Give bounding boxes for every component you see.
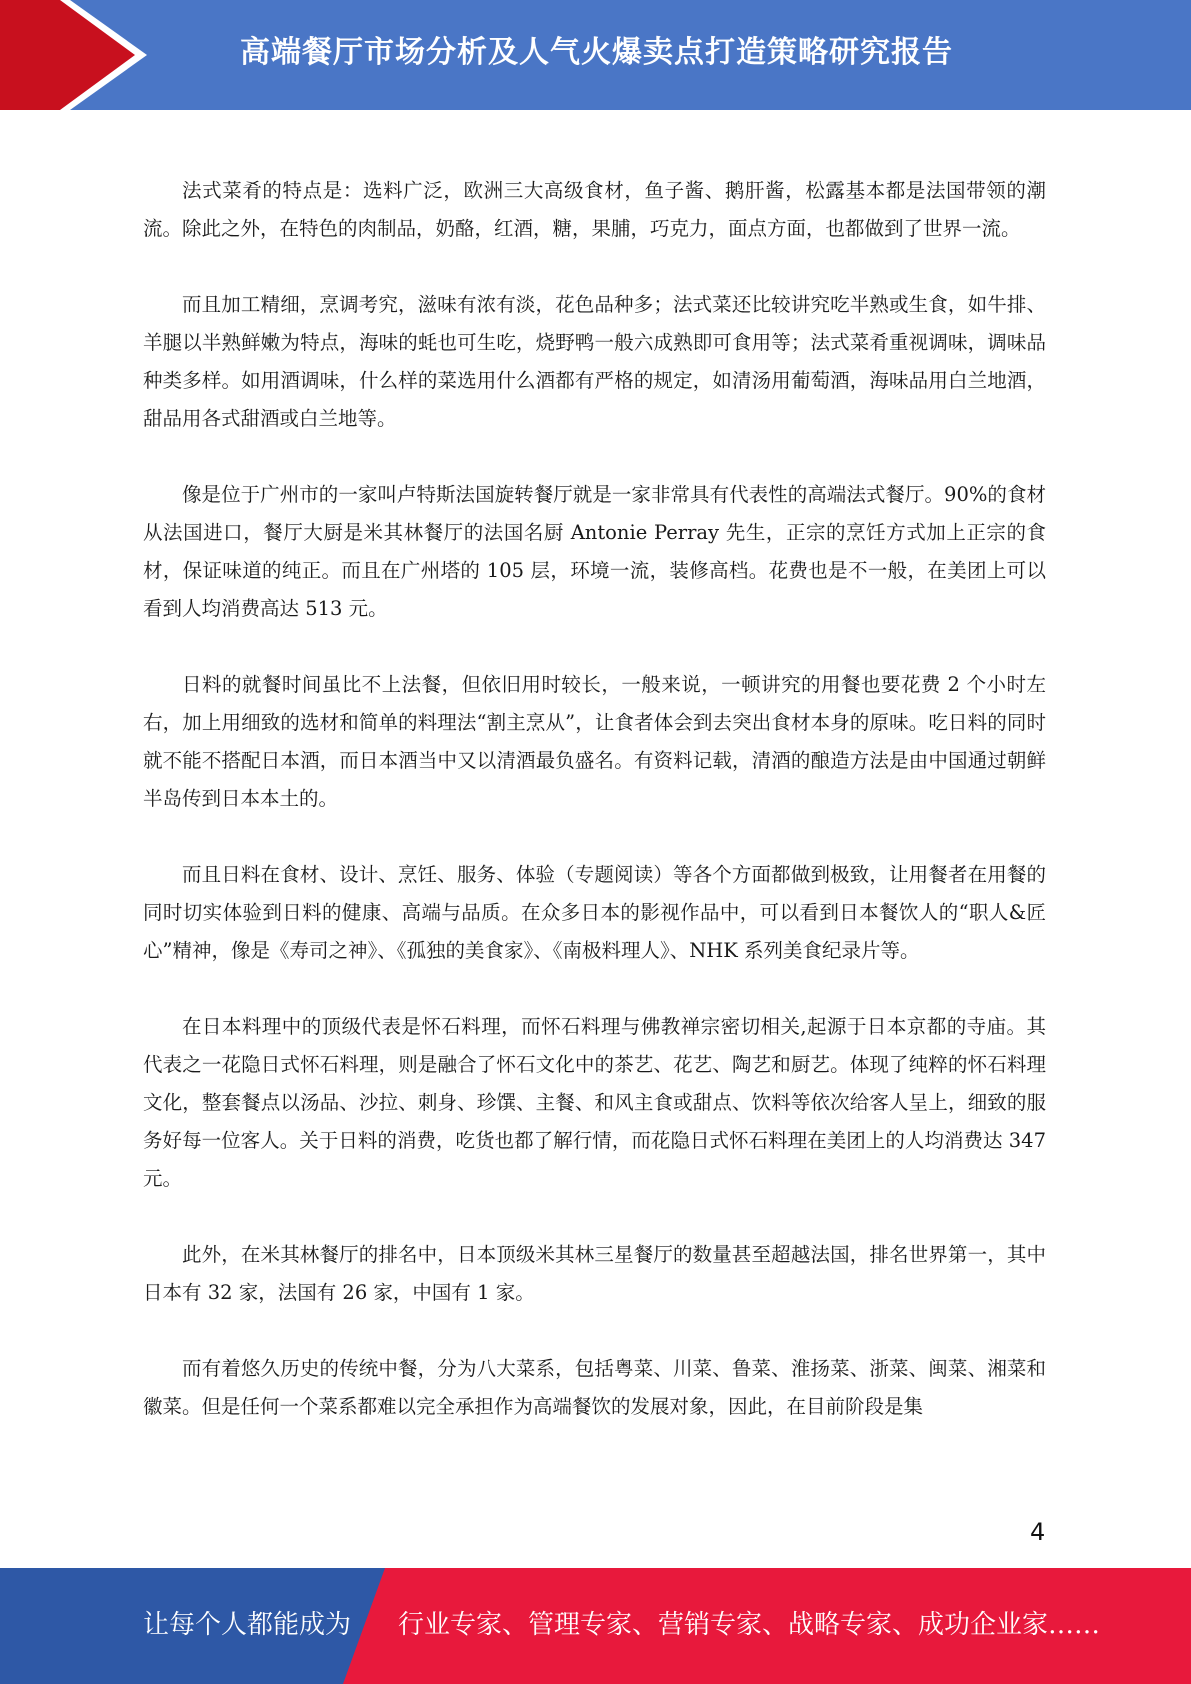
paragraph: 而且日料在食材、设计、烹饪、服务、体验（专题阅读）等各个方面都做到极致，让用餐者在用餐的同时切实体验到日料的健康、高端与品质。在众多日本的影视作品中，可以看到日本餐饮人的“职人&匠心”精神，像是《寿司之神》、《孤独的美食家》、《南极料理人》、NHK 系列美食纪录片等。 [143,863,1046,962]
paragraph: 法式菜肴的特点是：选料广泛，欧洲三大高级食材，鱼子酱、鹅肝酱，松露基本都是法国带领的潮流。除此之外，在特色的肉制品，奶酪，红酒，糖，果脯，巧克力，面点方面，也都做到了世界一流。 [143,179,1046,240]
header-arrow-icon [0,0,160,110]
paragraph: 像是位于广州市的一家叫卢特斯法国旋转餐厅就是一家非常具有代表性的高端法式餐厅。90%的食材从法国进口，餐厅大厨是米其林餐厅的法国名厨 Antonie Perray 先生，正宗的烹饪方式加上正宗的食材，保证味道的纯正。而且在广州塔的 105 层，环境一流，装修高档。花费也是不一般，在美团上可以看到人均消费高达 513 元。 [143,483,1046,620]
paragraph: 在日本料理中的顶级代表是怀石料理，而怀石料理与佛教禅宗密切相关,起源于日本京都的寺庙。其代表之一花隐日式怀石料理，则是融合了怀石文化中的茶艺、花艺、陶艺和厨艺。体现了纯粹的怀石料理文化，整套餐点以汤品、沙拉、刺身、珍馔、主餐、和风主食或甜点、饮料等依次给客人呈上，细致的服务好每一位客人。关于日料的消费，吃货也都了解行情，而花隐日式怀石料理在美团上的人均消费达 347 元。 [143,1015,1046,1190]
paragraph: 日料的就餐时间虽比不上法餐，但依旧用时较长，一般来说，一顿讲究的用餐也要花费 2 个小时左右，加上用细致的选材和简单的料理法“割主烹从”，让食者体会到去突出食材本身的原味。吃日料的同时就不能不搭配日本酒，而日本酒当中又以清酒最负盛名。有资料记载，清酒的酿造方法是由中国通过朝鲜半岛传到日本本土的。 [143,673,1046,810]
page-number: 4 [1030,1518,1046,1546]
document-body [143,172,1046,1464]
paragraph: 而有着悠久历史的传统中餐，分为八大菜系，包括粤菜、川菜、鲁菜、淮扬菜、浙菜、闽菜、湘菜和徽菜。但是任何一个菜系都难以完全承担作为高端餐饮的发展对象，因此，在目前阶段是集 [143,1357,1046,1418]
paragraph: 此外，在米其林餐厅的排名中，日本顶级米其林三星餐厅的数量甚至超越法国，排名世界第一，其中日本有 32 家，法国有 26 家，中国有 1 家。 [143,1243,1046,1304]
page-header [0,0,1191,110]
page-footer [0,1568,1191,1684]
report-title: 高端餐厅市场分析及人气火爆卖点打造策略研究报告 [240,35,953,70]
footer-slogan-right: 行业专家、管理专家、营销专家、战略专家、成功企业家…… [398,1610,1101,1640]
footer-slogan-left: 让每个人都能成为 [143,1610,352,1640]
paragraph: 而且加工精细，烹调考究，滋味有浓有淡，花色品种多；法式菜还比较讲究吃半熟或生食，如牛排、羊腿以半熟鲜嫩为特点，海味的蚝也可生吃，烧野鸭一般六成熟即可食用等；法式菜肴重视调味，调味品种类多样。如用酒调味，什么样的菜选用什么酒都有严格的规定，如清汤用葡萄酒，海味品用白兰地酒，甜品用各式甜酒或白兰地等。 [143,293,1046,430]
